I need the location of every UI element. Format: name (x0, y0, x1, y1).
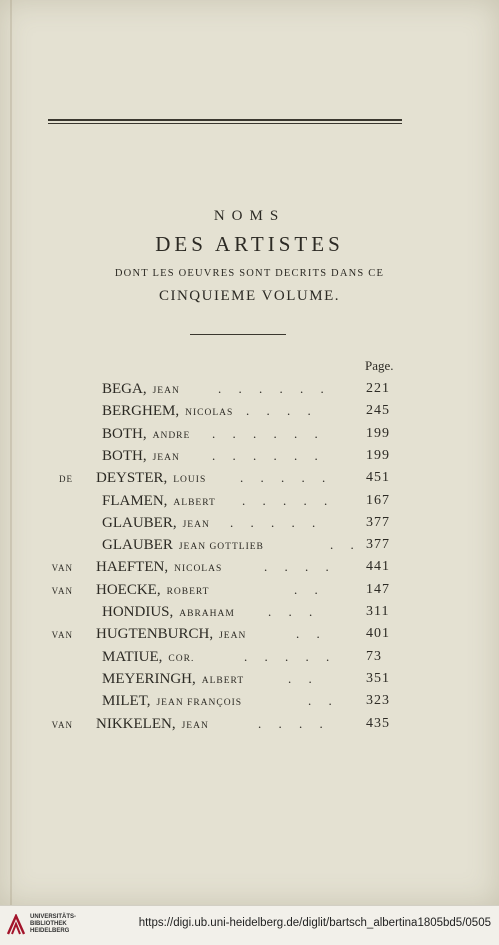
surname-text: HOECKE, (96, 581, 161, 598)
artist-surname (102, 537, 264, 554)
leader-dots: . . (308, 693, 339, 709)
artist-entry (0, 381, 499, 403)
leader-dots: . . . (268, 604, 320, 619)
heading-des-artistes: DES ARTISTES (155, 232, 344, 256)
surname-text: HUGTENBURCH, (96, 626, 214, 643)
given-name: LOUIS (173, 475, 207, 486)
page-number: 73 (366, 648, 382, 664)
artist-surname (102, 604, 235, 621)
surname-text: GLAUBER (102, 537, 173, 554)
artist-entry (0, 403, 499, 425)
surname-text: HONDIUS, (102, 604, 174, 620)
university-logo-icon (6, 914, 26, 936)
leader-dots: . . . . (264, 559, 336, 575)
page-number: 245 (366, 403, 390, 419)
page-number: 147 (366, 581, 390, 597)
artist-entry (0, 671, 499, 693)
artist-entry (0, 537, 499, 559)
artist-surname (102, 649, 194, 666)
top-double-rule (48, 119, 402, 124)
surname-text: MILET, (102, 693, 151, 710)
given-name: JEAN GOTTLIEB (178, 542, 264, 553)
page-number: 323 (366, 693, 390, 709)
page-number: 311 (366, 604, 390, 619)
page-number: 199 (366, 425, 390, 441)
artist-entry (0, 649, 499, 671)
artist-surname (102, 671, 244, 688)
page-number: 441 (366, 559, 390, 575)
leader-dots: . . . . . (242, 492, 335, 508)
surname-text: BOTH, (102, 425, 147, 442)
surname-text: BOTH, (102, 447, 147, 464)
artist-entry (0, 426, 499, 448)
artist-entry (0, 559, 499, 581)
university-name (30, 914, 76, 935)
artist-entry (0, 582, 499, 604)
leader-dots: . . . . . . (212, 447, 325, 463)
source-url-link[interactable]: https://digi.ub.uni-heidelberg.de/diglit/bartsch_albertina1805bd5/0505 (138, 917, 491, 929)
given-name: JEAN (152, 386, 180, 396)
page-column-header: Page. (365, 358, 394, 373)
given-name: COR. (168, 653, 195, 664)
name-prefix: VAN (51, 719, 73, 730)
given-name: NICOLAS (185, 408, 234, 419)
name-prefix: VAN (51, 585, 73, 596)
artist-surname (102, 426, 190, 443)
artist-surname (96, 716, 209, 733)
given-name: ABRAHAM (179, 609, 235, 619)
artist-entry (0, 470, 499, 492)
leader-dots: . . (294, 581, 325, 597)
artist-surname (102, 693, 242, 710)
given-name: JEAN (219, 631, 247, 642)
surname-text: HAEFTEN, (96, 559, 169, 576)
page-number: 435 (366, 715, 390, 731)
name-prefix: VAN (51, 630, 73, 641)
leader-dots: . . . . (246, 403, 318, 419)
university-line-1: UNIVERSITÄTS- (30, 914, 77, 920)
artist-entry (0, 716, 499, 738)
leader-dots: . . (296, 626, 327, 642)
given-name: NICOLAS (174, 564, 223, 575)
surname-text: MATIUE, (102, 648, 163, 665)
page-number: 199 (366, 447, 390, 463)
surname-text: BERGHEM, (102, 403, 180, 420)
artist-surname (96, 559, 222, 576)
leader-dots: . . . . . (230, 514, 323, 530)
artist-surname (96, 626, 246, 643)
artist-entry (0, 493, 499, 515)
artist-surname (102, 403, 233, 420)
surname-text: GLAUBER, (102, 514, 177, 531)
artist-surname (102, 515, 210, 532)
page-number: 221 (366, 381, 390, 396)
leader-dots: . . (330, 537, 361, 553)
given-name: ALBERT (173, 497, 216, 508)
leader-dots: . . (288, 670, 319, 686)
page-number: 451 (366, 470, 390, 486)
given-name: JEAN (181, 720, 209, 731)
artist-surname (96, 582, 209, 599)
heading-dont: DONT LES OEUVRES SONT DECRITS DANS CE (114, 268, 385, 279)
artist-entry (0, 693, 499, 715)
name-prefix: VAN (51, 563, 73, 574)
page-number: 377 (366, 514, 390, 530)
artist-entry (0, 448, 499, 470)
page-number: 401 (366, 626, 390, 642)
artist-surname (102, 381, 180, 398)
artist-entry (0, 626, 499, 648)
university-line-3: HEIDELBERG (30, 928, 70, 934)
given-name: ALBERT (201, 675, 245, 686)
artist-entry (0, 515, 499, 537)
artist-entry (0, 604, 499, 626)
leader-dots: . . . . (258, 715, 330, 731)
leader-dots: . . . . . . (212, 425, 325, 441)
given-name: ANDRE (152, 430, 191, 441)
given-name: JEAN (152, 452, 180, 463)
page-number: 351 (366, 670, 390, 686)
heading-noms: NOMS (213, 208, 286, 224)
given-name: JEAN (182, 519, 210, 530)
leader-dots: . . . . . (244, 648, 337, 664)
university-line-2: BIBLIOTHEK (30, 921, 67, 927)
leader-dots: . . . . . . (218, 381, 331, 396)
mid-rule (190, 334, 286, 335)
surname-text: FLAMEN, (102, 492, 168, 509)
artist-surname (102, 493, 216, 510)
leader-dots: . . . . . (240, 470, 333, 486)
surname-text: BEGA, (102, 381, 147, 397)
heading-volume: CINQUIEME VOLUME. (158, 288, 341, 304)
given-name: JEAN FRANÇOIS (156, 698, 243, 709)
surname-text: MEYERINGH, (102, 670, 196, 687)
page-number: 377 (366, 537, 390, 553)
name-prefix: DE (59, 474, 73, 485)
surname-text: DEYSTER, (96, 470, 168, 487)
page-number: 167 (366, 492, 390, 508)
artist-surname (96, 470, 206, 487)
artist-surname (102, 448, 180, 465)
surname-text: NIKKELEN, (96, 715, 176, 732)
given-name: ROBERT (166, 586, 210, 597)
